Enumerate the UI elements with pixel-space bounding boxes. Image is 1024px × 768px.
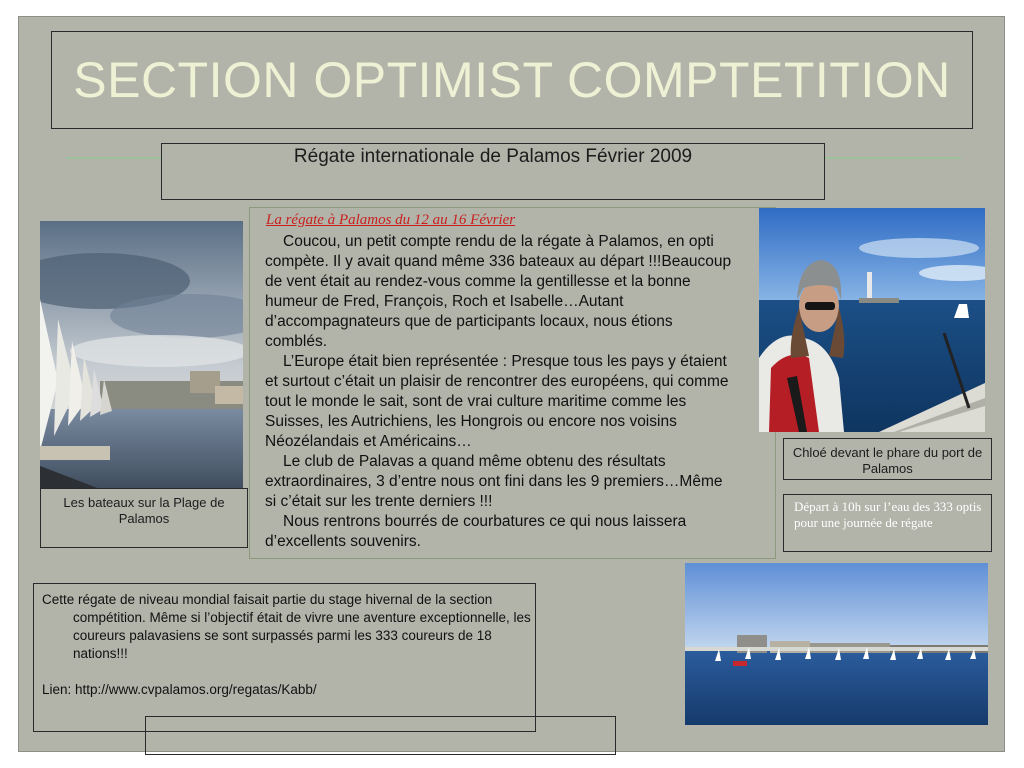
info-paragraph: Cette régate de niveau mondial faisait partie du stage hivernal de la section compétition. Même si l’objectif était de vivre une aventure exceptionnelle, les coureurs palavasiens se sont surpassés parmi les 333 coureurs de 18 nations!!! xyxy=(42,592,531,661)
photo-chloe-lighthouse xyxy=(759,208,985,432)
caption-beach-boats: Les bateaux sur la Plage de Palamos xyxy=(40,488,248,548)
divider-line-right xyxy=(825,157,961,159)
caption-chloe: Chloé devant le phare du port de Palamos xyxy=(783,438,992,480)
info-body xyxy=(42,591,532,699)
bottom-frame xyxy=(145,716,616,755)
photo-beach-boats xyxy=(40,221,243,489)
article-paragraph: L’Europe était bien représentée : Presque tous les pays y étaient et surtout c’était un plaisir de rencontrer des européens, qui comme tout le monde le sait, sont de vrai culture maritime comme les Suisses, les Autrichiens, les Hongrois ou encore nos voisins Néozélandais et Américains… xyxy=(265,353,729,450)
article-paragraph: Nous rentrons bourrés de courbatures ce qui nous laissera d’excellents souvenirs. xyxy=(265,513,687,550)
article-paragraph: Coucou, un petit compte rendu de la régate à Palamos, en opti compète. Il y avait quand même 336 bateaux au départ !!!Beaucoup de vent était au rendez-vous comme la gentillesse et la bonne humeur de Fred, François, Roch et Isabelle…Autant d’accompagnateurs que de participants locaux, nous étions comblés. xyxy=(265,233,732,350)
article-body xyxy=(265,210,735,552)
info-link[interactable]: Lien: http://www.cvpalamos.org/regatas/Kabb/ xyxy=(42,682,317,697)
caption-depart: Départ à 10h sur l’eau des 333 optis pour une journée de régate xyxy=(783,494,992,552)
photo-regatta-start xyxy=(685,563,988,725)
divider-line-left xyxy=(66,157,162,159)
article-heading: La régate à Palamos du 12 au 16 Février xyxy=(266,212,516,228)
page-subtitle: Régate internationale de Palamos Février 2009 xyxy=(293,146,693,167)
page-title: SECTION OPTIMIST COMPTETITION xyxy=(73,52,951,108)
article-paragraph: Le club de Palavas a quand même obtenu des résultats extraordinaires, 3 d’entre nous ont fini dans les 9 premiers…Même si c’était sur les trente derniers !!! xyxy=(265,453,723,510)
